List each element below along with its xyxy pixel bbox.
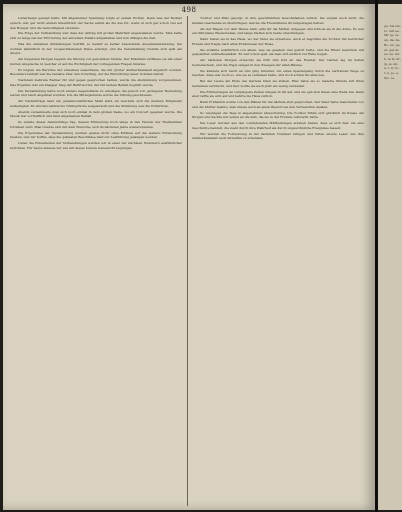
paragraph: Dann traten sie in das Haus, wo der Vater sie erwartete. Auch er begrüßte die Tochter mit herzlicher Freude und fragte nach allen Erlebnissen der Reise. <box>192 37 364 46</box>
paragraph: Die Folge der Verhandlung war, dass der Antrag mit großer Mehrheit angenommen wurde. Man hatte sich zu lange bei der Erörterung der einzelnen Punkte aufgehalten und nun drängte die Zeit. <box>10 31 182 40</box>
paragraph: Ueber die Einzelheiten der Verhandlungen werden wir in einer der nächsten Nummern ausführlicher berichten. Für heute müssen wir uns mit dieser kurzen Uebersicht begnügen. <box>10 141 182 150</box>
paragraph: Am Nachmittage fand ein gemeinschaftliches Mahl statt, an welchem sich die meisten Mitglieder betheiligten. Es wurden zahlreiche Trinksprüche ausgebracht und die Stimmung war die fröhlichste. <box>10 99 182 108</box>
paragraph: Am folgenden Morgen begann die Sitzung zur gewohnten Stunde. Der Präsident eröffnete sie mit einer kurzen Ansprache, in welcher er auf die Wichtigkeit der vorliegenden Fragen hinwies. <box>10 57 182 66</box>
book-page <box>3 4 375 510</box>
paragraph: Die Erinnerungen an vergangene Zeiten stiegen in ihr auf, und sie gab sich ihnen eine Weile hin. Dann aber raffte sie sich auf und kehrte ins Haus zurück. <box>192 89 364 99</box>
paragraph: Sie kleidete sich rasch an und ging hinunter, um einen Spaziergang durch die vertrauten Wege zu machen. Alles war noch so, wie sie es verlassen hatte, und doch schien ihr alles neu. <box>192 68 364 78</box>
paragraph: Als der Wagen vor dem Hause hielt, eilte ihr die Mutter entgegen und schloss sie in die Arme. Es war ein rührendes Wiedersehen, und lange hielten sich beide umschlungen. <box>192 26 364 36</box>
paragraph: Abends versammelte man sich noch einmal in dem großen Saale, wo ein Concert gegeben wurde. Die Musik war vortrefflich und fand allgemeinen Beifall. <box>10 109 182 119</box>
paragraph: Beim Frühstück wurde von den Plänen für die nächste Zeit gesprochen. Der Vater hatte mancherlei vor, und die Mutter meinte, man müsse auch an einen Besuch bei den Verwandten denken. <box>192 100 364 109</box>
paragraph: Bei der Laube am Ende des Gartens blieb sie stehen. Hier hatte sie so manche Stunde mit ihren Gedanken verbracht, und hier wollte sie auch jetzt ein wenig verweilen. <box>192 79 364 88</box>
paragraph: Sie erzählte ausführlich von allem, was sie gesehen und gehört hatte, und die Eltern lauschten mit gespannter Aufmerksamkeit. Es war schon spät, als man sich endlich zur Ruhe begab. <box>192 47 364 57</box>
paragraph: Am nächsten Morgen erwachte sie früh und trat an das Fenster. Der Garten lag im hellen Sonnenschein, und die Vögel sangen in den Zweigen der alten Bäume. <box>192 58 364 67</box>
facing-page-edge <box>378 4 402 510</box>
page-number: 498 <box>181 6 197 14</box>
facing-page-text: ge- Sie ste- ro- mit es- Mr. ig- ve- un- da- fie- Ro- en. ge- er- gar at- eu. se- nd- b- ie m- fir- ig- je- mi- n- l- tr- fo- r- n- je- e- Sto- ie- <box>384 24 401 80</box>
paragraph: Tochter und Miss gesorgt, in ihre gewöhnlichen Gewohnheiten zurück. Sie vergaß auch nicht, die kleinen Geschenke zu überbringen, welche die Freundinnen ihr aufgetragen hatten. <box>192 16 364 25</box>
paragraph: Nachdem mehrere Redner für und gegen gesprochen hatten, wurde die Abstimmung vorgenommen. Das Ergebnis war ein knapper Sieg der Befürworter, der mit lautem Beifall begrüßt wurde. <box>10 78 182 87</box>
right-text-column <box>192 16 364 506</box>
paragraph: Wir werden die Fortsetzung in der nächsten Nummer bringen und bitten unsere Leser, uns ihre Aufmerksamkeit auch fernerhin zu schenken. <box>192 131 364 141</box>
paragraph: So vergingen die Tage in angenehmer Abwechslung. Die Tochter fühlte sich glücklich im Kreise der Ihrigen und dachte nur selten an die Zeit, die sie in der Fremde verbracht hatte. <box>192 110 364 120</box>
paragraph: So endete dieser denkwürdige Tag, dessen Erinnerung noch lange in den Herzen der Theilnehmer fortleben wird. Man trennte sich mit dem Wunsche, sich im nächsten Jahre wiederzusehen. <box>10 120 182 129</box>
paragraph: Die Ergebnisse der Versammlung werden gewiss nicht ohne Einfluss auf die weitere Entwicklung bleiben, und wir hoffen, dass die gefassten Beschlüsse bald zur Ausführung gelangen werden. <box>10 130 182 140</box>
left-text-column <box>10 16 182 506</box>
column-divider <box>187 16 188 506</box>
paragraph: Es folgten die Berichte der einzelnen Ausschüsse, die mit großer Aufmerksamkeit angehört wurden. Besonders lebhaft war die Debatte über den Vorschlag, der die Einrichtung neuer Schulen betraf. <box>10 67 182 77</box>
paragraph: Die Versammlung hatte noch andere Gegenstände zu erledigen, die jedoch von geringerer Bedeutung waren und rasch abgethan wurden. Um die Mittagsstunde wurde die Sitzung geschlossen. <box>10 88 182 98</box>
paragraph: Die Leser werden aus den vorstehenden Mittheilungen ersehen haben, dass es sich hier um eine Geschichte handelt, die mehr durch ihre Wahrheit als durch ungewöhnliche Ereignisse fesselt. <box>192 121 364 130</box>
paragraph: Was die einzelnen Abtheilungen betrifft, so bedarf es keiner besonderen Auseinandersetzung. Sie wurden sämmtlich in der vorgeschriebenen Weise erledigt, und die Versammlung trennte sich spät am Abend. <box>10 41 182 56</box>
paragraph: Ueberhaupt gezeigt hatte. Mit allgemeiner Spannung folgte er seinen Worten. Denn was der Redner sprach, war gar nicht anders hinsichtlich der Sache selbst als die des Dr., wenn er sich gar schon viel auf den Hunger und die Gerechtigkeit verstand. <box>10 16 182 30</box>
